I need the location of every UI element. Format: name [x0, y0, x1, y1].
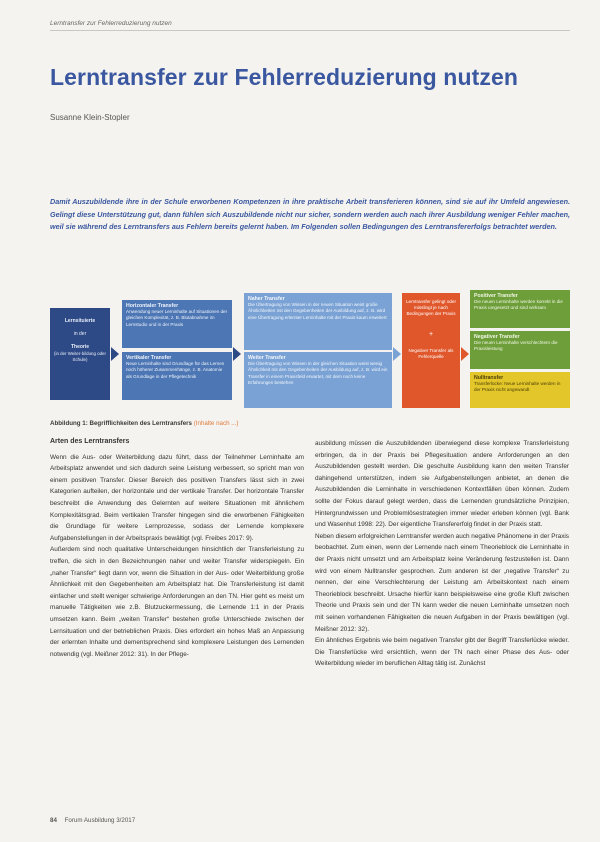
arrow-3 — [393, 347, 401, 361]
right-paragraph-3: Ein ähnliches Ergebnis wie beim negativen Transfer gibt der Begriff Transferlücke wieder. Die Transferlücke wird ersichtlich, wenn der TN nach einer Phase des Aus- oder Weiterbildung wieder im beruflichen Alltag tätig ist. Zunächst — [315, 637, 569, 668]
diagram-null-box — [470, 372, 570, 408]
left-paragraph-1: Wenn die Aus- oder Weiterbildung dazu führt, dass der Teilnehmer Lerninhalte am Arbeitsplatz anwendet und sich dadurch seine Leistung verbessert, so spricht man von einem positiven Transfer. Dieser Bereich des positiven Transfers lässt sich in zwei Kategorien aufteilen, der horizontale und der vertikale Transfer. Der horizontale Transfer beschreibt die Anwendung des Gelernten auf weitere Situationen mit ähnlichem Komplexitätsgrad. Beim vertikalen Transfer hingegen sind die erworbenen Fähigkeiten die Grundlage für weitere Lernprozesse, sodass der Lernende komplexere Aufgabenstellungen in der Arbeitspraxis bewältigt (vgl. Freibes 2017: 9). — [50, 453, 304, 542]
diagram-vertical-box — [122, 352, 232, 400]
diagram-horizontal-box — [122, 300, 232, 348]
left-paragraph-2: Außerdem sind noch qualitative Unterscheidungen hinsichtlich der Transferleistung zu treffen, die sich in den Bezeichnungen naher und weiter Transfer widerspiegeln. Ein „naher Transfer“ liegt dann vor, wenn die Situation in der Aus- oder Weiterbildung große Ähnlichkeit mit den Gegebenheiten am Arbeitsplatz hat. Die Transferleistung ist damit einfacher und stellt weniger schwierige Anforderungen an den TN. Hier geht es meist um manuelle Tätigkeiten wie z.B. Blutzuckermessung, die Lernende 1:1 in der Praxis umsetzen kann. Beim „weiten Transfer“ bestehen große Unterschiede zwischen der Lernsituation und der betrieblichen Praxis. Dies erfordert ein hohes Maß an Anpassung der erlernten Inhalte und dementsprechend sind komplexere Leistungen des Lernenden notwendig (vgl. Meißner 2012: 31). In der Pflege- — [50, 546, 304, 658]
positive-head: Positiver Transfer — [474, 293, 518, 299]
right-paragraph-1: ausbildung müssen die Auszubildenden überwiegend diese komplexe Transferleistung erbringen, da in der Praxis bei Pflegesituation andere Anforderungen an den Auszubildenden gestellt werden. Die geschulte Ausbildung kann den weiten Transfer dahingehend unterstützen, indem sie Aufgabenstellungen anbietet, an denen die Auszubildenden die Lerninhalte in verschiedenen Kontextfällen üben können. Zudem sollte der Fokus darauf gelegt werden, dass die Lernenden grundsätzliche Prinzipien, Hintergrundwissen und Problemlösestrategien immer wieder erleben können (vgl. Bank und Wasenhut 1998: 22). Der eigentliche Transfererfolg findet in der Praxis statt. — [315, 440, 569, 529]
diagram-theory-t1: Lernsituierte — [64, 318, 96, 324]
diagram-theory-t4: (in der Weiter-bildung oder Schule) — [54, 351, 106, 362]
null-body: Transferlücke: Neue Lerninhalte werden in der Praxis nicht angewandt — [474, 381, 561, 393]
far-body: Die Übertragung von Wissen in der gleichen Situation weist wenig Ähnlichkeit mit den Gegebenheiten der Ausbildung auf, z. B. wird ein Transfer in einem Praxisfeld erwartet, mit dem noch keine Erfahrungen bestehen — [248, 361, 388, 385]
near-body: Die Übertragung von Wissen in der neuen Situation weist große Ähnlichkeiten mit den Gegebenheiten der Ausbildung auf, z. B. wird eine Übertragung erlernter Lerninhalte mit der Praxis kaum erweitert — [248, 302, 387, 320]
horizontal-body: Anwendung neuer Lerninhalte auf Situationen der gleichen Komplexität, z. B. Blutabnahme im Lernstudio und in der Praxis — [126, 309, 228, 327]
arrow-4 — [461, 347, 469, 361]
running-head: Lerntransfer zur Fehlerreduzierung nutzen — [50, 20, 570, 31]
null-head: Nulltransfer — [474, 375, 504, 381]
practice-text: Lerntransfer gelingt oder misslingt je nach Bedingungen der Praxis — [405, 299, 457, 317]
article-title: Lerntransfer zur Fehlerreduzierung nutzen — [50, 64, 518, 90]
practice-plus: + — [428, 330, 434, 338]
arrow-2 — [233, 347, 241, 361]
diagram-near-box — [244, 293, 392, 350]
transfer-diagram — [50, 290, 570, 415]
right-paragraph-2: Neben diesem erfolgreichen Lerntransfer werden auch negative Phänomene in der Praxis beobachtet. Zum einen, wenn der Lernende nach einem Theorieblock die Lerninhalte in der Praxis nicht umsetzt und am Arbeitsplatz keine Veränderung festzustellen ist. Dann wird von einem Nulltransfer gesprochen. Zum anderen ist der „negative Transfer“ zu nennen, der eine Verschlechterung der Leistung am Arbeitskontext nach einem Theorieblock beschreibt. Ursache hierfür kann beispielsweise eine große Kluft zwischen Theorie und Praxis sein und der TN kann weder die neuen Lerninhalte umsetzen noch mit seinen vorhandenen Fähigkeiten die neuen Aufgaben in der Praxis bewältigen (vgl. Meißner 2012: 32). — [315, 532, 569, 633]
article-author: Susanne Klein-Stopler — [50, 113, 130, 122]
caption-label: Abbildung 1: Begrifflichkeiten des Lerntransfers — [50, 420, 192, 427]
figure-caption — [50, 420, 570, 427]
section-heading: Arten des Lerntransfers — [50, 438, 130, 445]
diagram-far-box — [244, 352, 392, 408]
diagram-practice-box — [402, 293, 460, 408]
caption-source: (Inhalte nach ...) — [193, 420, 239, 427]
journal-name: Forum Ausbildung 3/2017 — [64, 817, 136, 824]
negative-head: Negativer Transfer — [474, 334, 520, 340]
page-footer — [50, 817, 135, 824]
positive-body: Die neuen Lerninhalte werden korrekt in die Praxis umgesetzt und sind wirksam — [474, 299, 563, 311]
diagram-theory-t2: in der — [73, 331, 87, 337]
vertical-head: Vertikaler Transfer — [126, 355, 172, 361]
page-number: 84 — [50, 817, 57, 824]
article-lead: Damit Auszubildende ihre in der Schule erworbenen Kompetenzen in ihre praktische Arbeit transferieren können, sind sie auf ihr Umfeld angewiesen. Gelingt diese Unterstützung gut, dann fühlen sich Auszubildende nicht nur sicher, sondern werden auch nach ihrer Ausbildung weniger Fehler machen, weil sie während des Lerntransfers aus Fehlern bereits gelernt haben. Im Folgenden sollen Bedingungen des Lerntransfererfolgs betrachtet werden. — [50, 197, 570, 232]
diagram-negative-box — [470, 331, 570, 369]
left-column — [50, 436, 304, 660]
far-head: Weiter Transfer — [248, 355, 286, 361]
diagram-theory-box — [50, 308, 110, 400]
negative-source-text: Negativer Transfer als Fehlerquelle — [408, 347, 454, 360]
arrow-1 — [111, 347, 119, 361]
vertical-body: Neue Lerninhalte sind Grundlage für das Lernen noch höherer Zusammenhänge, z. B. Anatomie als Grundlage in der Pflegetechnik — [126, 361, 225, 379]
right-column — [315, 438, 569, 670]
negative-body: Die neuen Lerninhalte verschlechtern die Praxisleistung — [474, 340, 558, 352]
horizontal-head: Horizontaler Transfer — [126, 303, 179, 309]
diagram-theory-t3: Theorie — [70, 344, 90, 350]
diagram-positive-box — [470, 290, 570, 328]
near-head: Naher Transfer — [248, 296, 285, 302]
